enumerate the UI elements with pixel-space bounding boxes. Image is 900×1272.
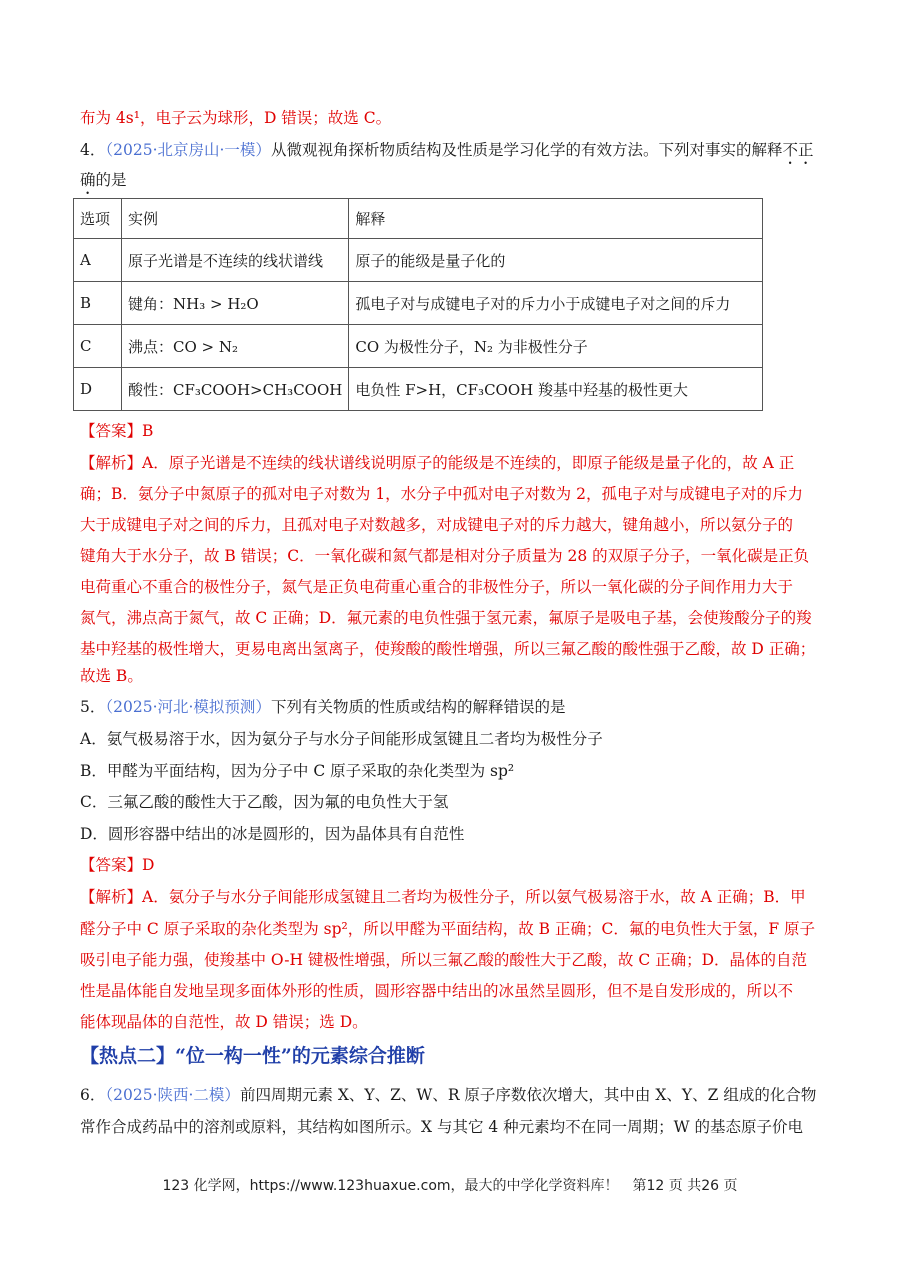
table-row <box>74 325 763 368</box>
table-cell: 酸性：CF₃COOH>CH₃COOH <box>122 368 349 411</box>
q6-stem-line-2: 常作合成药品中的溶剂或原料，其结构如图所示。X 与其它 4 种元素均不在同一周期；W 的基态原子价电 <box>80 1118 804 1136</box>
table-cell: A <box>74 239 122 282</box>
q4-analysis-line: 键角大于水分子，故 B 错误；C．一氧化碳和氮气都是相对分子质量为 28 的双原子分子，一氧化碳是正负 <box>80 547 810 565</box>
q5-analysis-line: 吸引电子能力强，使羧基中 O-H 键极性增强，所以三氟乙酸的酸性大于乙酸，故 C 正确；D．晶体的自范 <box>80 951 808 969</box>
q5-answer: 【答案】D <box>80 856 155 874</box>
table-row <box>74 368 763 411</box>
q5-analysis-line: 醛分子中 C 原子采取的杂化类型为 sp²，所以甲醛为平面结构，故 B 正确；C．氟的电负性大于氢，F 原子 <box>80 920 816 938</box>
q5-analysis-line: 性是晶体能自发地呈现多面体外形的性质，圆形容器中结出的冰虽然呈圆形，但不是自发形成的，所以不 <box>80 982 794 1000</box>
q4-analysis-line: 故选 B。 <box>80 667 143 685</box>
table-cell: 孤电子对与成键电子对的斥力小于成键电子对之间的斥力 <box>349 282 763 325</box>
q4-stem-end: 的是 <box>95 171 127 189</box>
q4-source: （2025·北京房山·一模） <box>105 141 271 159</box>
q4-options-table <box>73 198 763 411</box>
q5-option-c: C．三氟乙酸的酸性大于乙酸，因为氟的电负性大于氢 <box>80 793 449 811</box>
q5-stem <box>80 695 825 719</box>
q4-number: 4． <box>80 141 106 159</box>
table-cell: 原子的能级是量子化的 <box>349 239 763 282</box>
q5-option-a: A．氨气极易溶于水，因为氨分子与水分子间能形成氢键且二者均为极性分子 <box>80 730 603 748</box>
q4-answer: 【答案】B <box>80 422 154 440</box>
q6-number: 6． <box>80 1086 106 1104</box>
q4-stem-emphasis-2: 确 <box>80 171 96 189</box>
q3-analysis-tail: 布为 4s¹，电子云为球形，D 错误；故选 C。 <box>80 109 392 127</box>
table-cell: 电负性 F>H，CF₃COOH 羧基中羟基的极性更大 <box>349 368 763 411</box>
q6-stem-text: 前四周期元素 X、Y、Z、W、R 原子序数依次增大，其中由 X、Y、Z 组成的化合物 <box>239 1086 817 1104</box>
table-cell: 原子光谱是不连续的线状谱线 <box>122 239 349 282</box>
table-header-row <box>74 199 763 239</box>
q5-number: 5． <box>80 698 106 716</box>
q4-stem-emphasis: 不正 <box>782 141 814 159</box>
q4-stem-line-1 <box>80 138 825 168</box>
table-cell: 键角：NH₃ > H₂O <box>122 282 349 325</box>
q5-option-d: D．圆形容器中结出的冰是圆形的，因为晶体具有自范性 <box>80 825 465 843</box>
q4-analysis-line: 基中羟基的极性增大，更易电离出氢离子，使羧酸的酸性增强，所以三氟乙酸的酸性强于乙酸，故 D 正确； <box>80 640 816 658</box>
table-header-cell: 实例 <box>122 199 349 239</box>
q4-analysis-line: 氮气，沸点高于氮气，故 C 正确；D．氟元素的电负性强于氢元素，氟原子是吸电子基，会使羧酸分子的羧 <box>80 609 812 627</box>
q5-stem-text: 下列有关物质的性质或结构的解释错误的是 <box>270 698 566 716</box>
q4-analysis-line: 确；B．氨分子中氮原子的孤对电子对数为 1，水分子中孤对电子对数为 2，孤电子对与成键电子对的斥力 <box>80 485 803 503</box>
table-cell: B <box>74 282 122 325</box>
q4-analysis-line: 【解析】A．原子光谱是不连续的线状谱线说明原子的能级是不连续的，即原子能级是量子化的，故 A 正 <box>80 454 795 472</box>
q6-stem-line-1 <box>80 1083 825 1107</box>
q4-analysis-line: 电荷重心不重合的极性分子，氮气是正负电荷重心重合的非极性分子，所以一氧化碳的分子间作用力大于 <box>80 578 794 596</box>
q4-stem-line-2 <box>80 168 825 198</box>
q4-analysis-line: 大于成键电子对之间的斥力，且孤对电子对数越多，对成键电子对的斥力越大，键角越小，所以氨分子的 <box>80 516 794 534</box>
table-header-cell: 选项 <box>74 199 122 239</box>
q4-stem-text: 从微观视角探析物质结构及性质是学习化学的有效方法。下列对事实的解释 <box>270 141 783 159</box>
table-cell: CO 为极性分子，N₂ 为非极性分子 <box>349 325 763 368</box>
page-footer: 123 化学网，https://www.123huaxue.com，最大的中学化学资料库！ 第12 页 共26 页 <box>162 1178 738 1194</box>
table-cell: 沸点：CO > N₂ <box>122 325 349 368</box>
table-row <box>74 282 763 325</box>
table-row <box>74 239 763 282</box>
q6-source: （2025·陕西·二模） <box>105 1086 240 1104</box>
q5-analysis-line: 【解析】A．氨分子与水分子间能形成氢键且二者均为极性分子，所以氨气极易溶于水，故 A 正确；B．甲 <box>80 888 806 906</box>
table-cell: D <box>74 368 122 411</box>
table-header-cell: 解释 <box>349 199 763 239</box>
q5-option-b: B．甲醛为平面结构，因为分子中 C 原子采取的杂化类型为 sp² <box>80 762 515 780</box>
q5-analysis-line: 能体现晶体的自范性，故 D 错误；选 D。 <box>80 1013 368 1031</box>
section-heading: 【热点二】“位一构一性”的元素综合推断 <box>80 1045 425 1067</box>
q5-source: （2025·河北·模拟预测） <box>105 698 271 716</box>
table-cell: C <box>74 325 122 368</box>
